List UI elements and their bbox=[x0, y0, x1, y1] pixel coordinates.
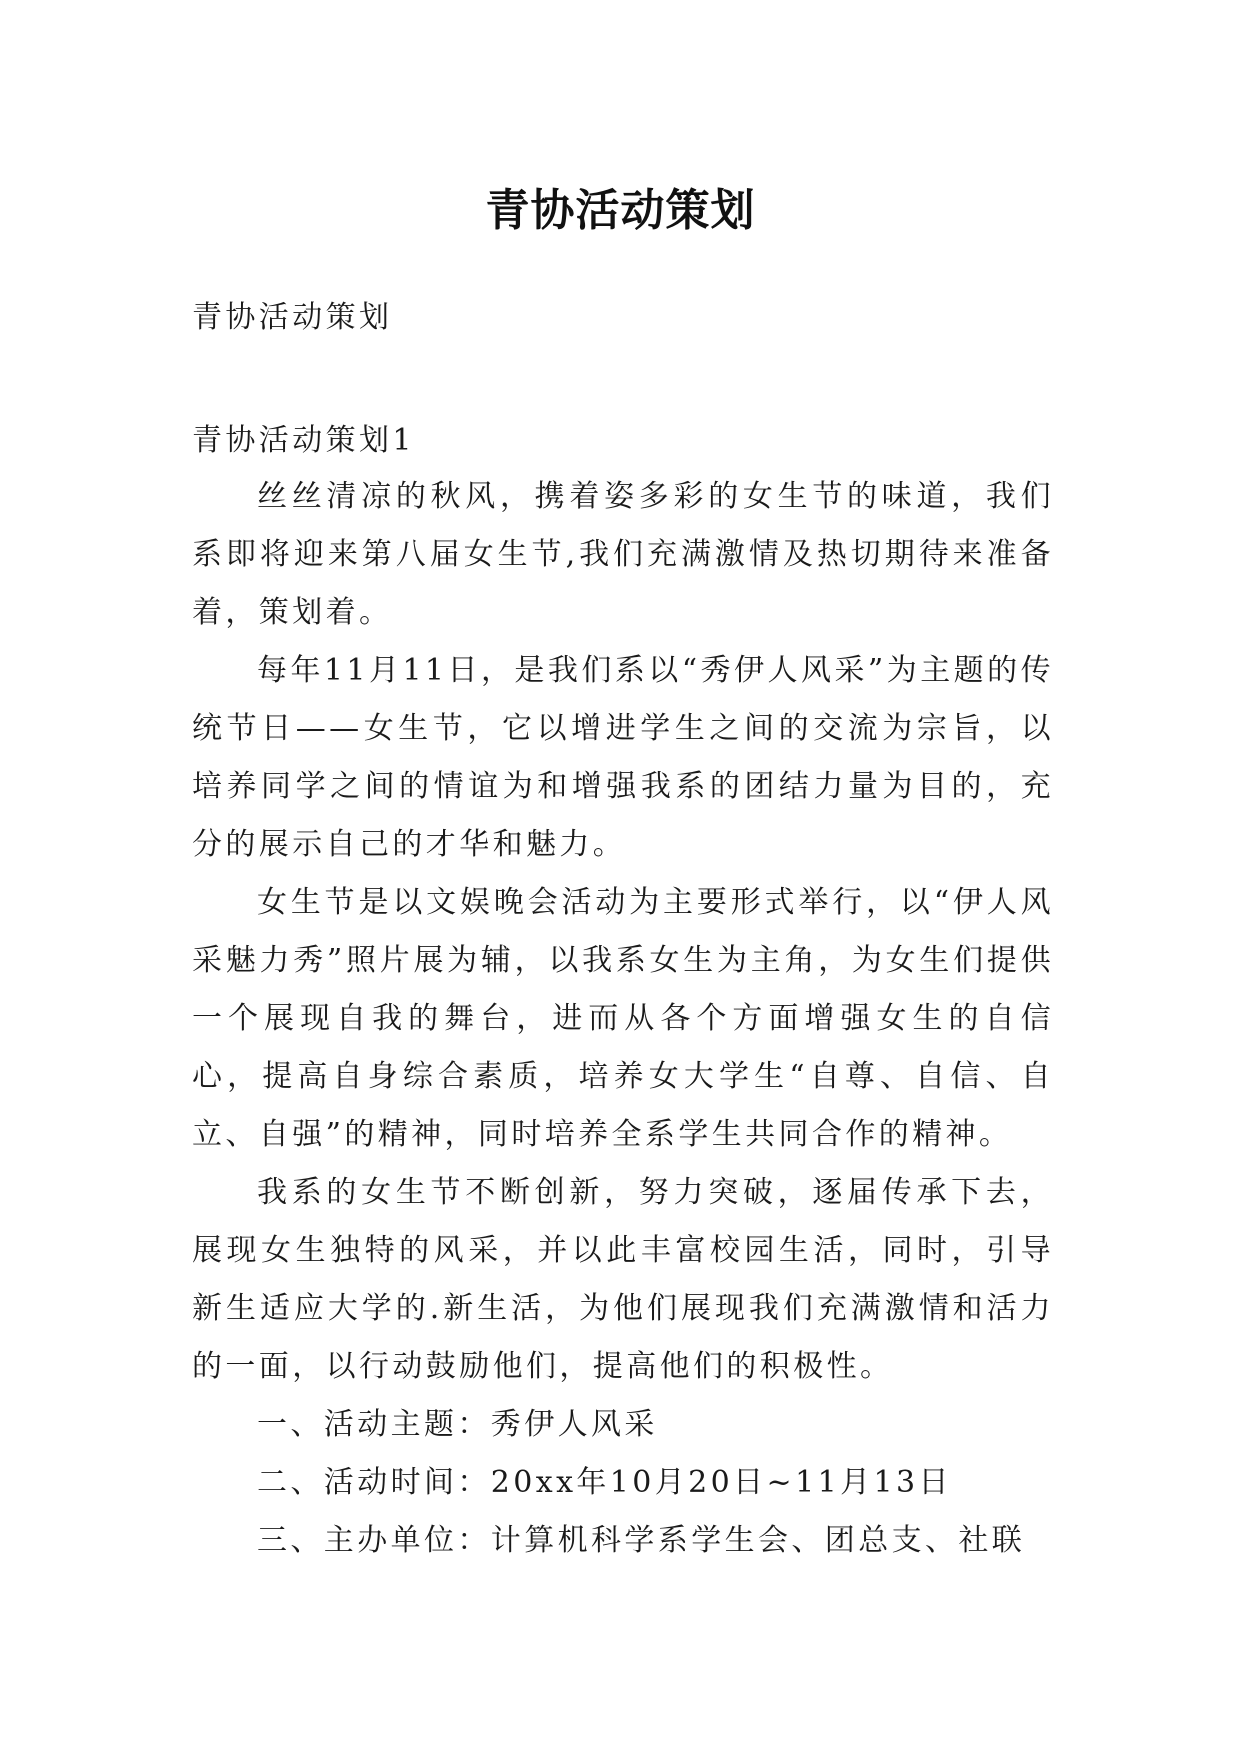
body-paragraph: 每年11月11日，是我们系以“秀伊人风采”为主题的传统节日——女生节，它以增进学生之间的交流为宗旨，以培养同学之间的情谊为和增强我系的团结力量为目的，充分的展示自己的才华和魅力。 bbox=[192, 653, 1054, 862]
section-heading: 青协活动策划1 bbox=[192, 423, 415, 458]
document-title: 青协活动策划 bbox=[485, 185, 756, 237]
plan-item-time: 二、活动时间：20xx年10月20日~11月13日 bbox=[257, 1465, 952, 1500]
body-paragraph: 丝丝清凉的秋风，携着姿多彩的女生节的味道，我们系即将迎来第八届女生节,我们充满激情及热切期待来准备着，策划着。 bbox=[192, 479, 1054, 630]
body-paragraph: 我系的女生节不断创新，努力突破，逐届传承下去，展现女生独特的风采，并以此丰富校园生活，同时，引导新生适应大学的.新生活，为他们展现我们充满激情和活力的一面，以行动鼓励他们，提高他们的积极性。 bbox=[192, 1175, 1054, 1384]
plan-item-theme: 一、活动主题：秀伊人风采 bbox=[257, 1407, 658, 1442]
plan-item-organizer: 三、主办单位：计算机科学系学生会、团总支、社联 bbox=[257, 1523, 1026, 1558]
document-subtitle: 青协活动策划 bbox=[192, 300, 393, 335]
document-body bbox=[192, 468, 1054, 1570]
body-paragraph: 女生节是以文娱晚会活动为主要形式举行，以“伊人风采魅力秀”照片展为辅，以我系女生为主角，为女生们提供一个展现自我的舞台，进而从各个方面增强女生的自信心，提高自身综合素质，培养女大学生“自尊、自信、自立、自强”的精神，同时培养全系学生共同合作的精神。 bbox=[192, 885, 1054, 1152]
